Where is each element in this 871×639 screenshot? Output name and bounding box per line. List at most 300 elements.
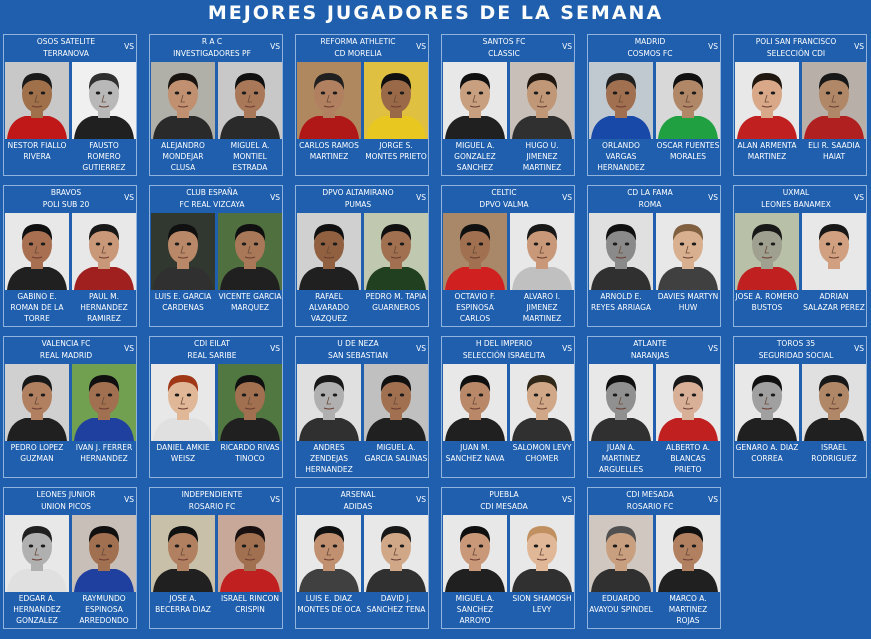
portrait-image [72,213,136,290]
match-header [588,186,720,212]
portrait-image [589,213,653,290]
player-left[interactable] [443,62,507,175]
match-card[interactable] [3,487,137,629]
portrait-image [735,62,799,139]
team-b-name: DPVO VALMA [479,200,529,209]
player-name: EDUARDO AVAYOU SPINDEL [589,594,653,614]
match-header [296,337,428,363]
player-name: LUIS E. DIAZ MONTES DE OCA [297,594,361,614]
portrait-image [151,62,215,139]
team-b-name: SELECCIÓN ISRAELITA [462,351,546,360]
match-header [150,186,282,212]
player-name: ISRAEL RODRIGUEZ [811,443,857,463]
player-name: EDGAR A. HERNANDEZ GONZALEZ [13,594,61,625]
player-name: RAFAEL ALVARADO VAZQUEZ [309,292,349,323]
player-name: MARCO A. MARTINEZ ROJAS [668,594,708,625]
player-left[interactable] [5,62,69,175]
vs-label: VS [270,193,280,202]
player-right[interactable] [72,364,136,477]
vs-label: VS [124,495,134,504]
player-name: ADRIAN SALAZAR PEREZ [803,292,865,312]
portrait-image [297,62,361,139]
team-b-name: ADIDAS [343,502,373,511]
portrait-image [72,364,136,441]
portrait-image [443,213,507,290]
team-b-name: POLI SUB 20 [42,200,90,209]
team-a-name: SANTOS FC [482,37,526,46]
match-card[interactable] [733,336,867,478]
player-left[interactable] [297,213,361,326]
team-b-name: COSMOS FC [627,49,673,58]
player-right[interactable] [364,515,428,628]
portrait-image [364,515,428,592]
match-card[interactable] [587,34,721,176]
player-photo [72,213,136,290]
team-b-name: INVESTIGADORES PF [173,49,251,58]
player-photo [5,515,69,592]
portrait-image [510,62,574,139]
match-card[interactable] [733,34,867,176]
team-a-name: ARSENAL [340,490,376,499]
player-photo [151,62,215,139]
player-left[interactable] [735,213,799,326]
player-photo [151,515,215,592]
player-left[interactable] [5,213,69,326]
team-a-name: CDI MESADA [626,490,674,499]
match-card[interactable] [149,487,283,629]
team-b-name: ROSARIO FC [626,502,674,511]
player-right[interactable] [364,62,428,175]
player-right[interactable] [72,515,136,628]
player-left[interactable] [735,62,799,175]
player-name: NESTOR FIALLO RIVERA [7,141,67,161]
portrait-image [72,62,136,139]
vs-label: VS [270,42,280,51]
vs-label: VS [708,495,718,504]
player-photo [364,62,428,139]
player-name: DAVIES MARTYN HUW [657,292,719,312]
player-name: RICARDO RIVAS TINOCO [220,443,280,463]
portrait-image [656,213,720,290]
match-header [442,337,574,363]
portrait-image [364,364,428,441]
portrait-image [5,364,69,441]
team-b-name: CD MORELIA [334,49,382,58]
vs-label: VS [416,42,426,51]
match-header [296,186,428,212]
player-photo [218,213,282,290]
vs-label: VS [854,344,864,353]
player-name: CARLOS RAMOS MARTINEZ [299,141,359,161]
player-name: VICENTE GARCIA MARQUEZ [218,292,282,312]
player-right[interactable] [72,213,136,326]
player-left[interactable] [5,364,69,477]
vs-label: VS [124,193,134,202]
player-photo [443,515,507,592]
match-header [734,186,866,212]
match-card[interactable] [441,487,575,629]
player-right[interactable] [510,364,574,477]
player-name: ARNOLD E. REYES ARRIAGA [590,292,652,312]
player-left[interactable] [151,515,215,628]
player-photo [364,515,428,592]
team-a-name: MADRID [634,37,666,46]
player-right[interactable] [364,213,428,326]
match-card[interactable] [587,336,721,478]
match-card[interactable] [441,185,575,327]
match-card[interactable] [295,34,429,176]
team-a-name: CELTIC [491,188,517,197]
match-card[interactable] [441,336,575,478]
player-name: OSCAR FUENTES MORALES [656,141,720,161]
player-left[interactable] [443,213,507,326]
player-photo [656,213,720,290]
player-left[interactable] [151,213,215,326]
team-b-name: LEONES BANAMEX [761,200,831,209]
player-name: GABINO E. ROMAN DE LA TORRE [10,292,64,323]
match-card[interactable] [149,336,283,478]
match-card[interactable] [441,34,575,176]
match-header [4,337,136,363]
player-left[interactable] [589,364,653,477]
portrait-image [589,62,653,139]
portrait-image [802,364,866,441]
match-card[interactable] [3,185,137,327]
vs-label: VS [562,344,572,353]
portrait-image [589,364,653,441]
player-photo [510,213,574,290]
portrait-image [5,62,69,139]
player-photo [656,364,720,441]
player-name: ALAN ARMENTA MARTINEZ [737,141,797,161]
portrait-image [735,213,799,290]
match-header [442,35,574,61]
match-header [442,488,574,514]
player-photo [802,213,866,290]
player-name: IVAN J. FERRER HERNANDEZ [75,443,133,463]
player-name: DAVID J. SANCHEZ TENA [366,594,426,614]
player-right[interactable] [364,364,428,477]
player-left[interactable] [589,515,653,628]
team-a-name: INDEPENDIENTE [181,490,243,499]
player-photo [735,213,799,290]
vs-label: VS [124,344,134,353]
match-header [150,488,282,514]
vs-label: VS [562,495,572,504]
portrait-image [510,364,574,441]
team-a-name: POLI SAN FRANCISCO [755,37,837,46]
team-b-name: ROSARIO FC [188,502,236,511]
portrait-image [510,515,574,592]
vs-label: VS [854,42,864,51]
portrait-image [297,213,361,290]
match-card[interactable] [587,185,721,327]
match-card[interactable] [733,185,867,327]
player-name: ELI R. SAADIA HAIAT [808,141,860,161]
player-photo [364,364,428,441]
team-b-name: CLASSIC [488,49,520,58]
player-name: ISRAEL RINCON CRISPIN [220,594,280,614]
player-right[interactable] [802,364,866,477]
vs-label: VS [708,344,718,353]
player-photo [589,515,653,592]
match-card[interactable] [3,336,137,478]
portrait-image [735,364,799,441]
team-b-name: REAL MADRID [39,351,93,360]
player-photo [443,213,507,290]
player-left[interactable] [443,364,507,477]
player-photo [218,364,282,441]
match-card[interactable] [149,34,283,176]
player-photo [72,62,136,139]
match-header [150,337,282,363]
match-header [4,488,136,514]
player-photo [510,62,574,139]
player-name: JORGE S. MONTES PRIETO [365,141,427,161]
player-photo [5,364,69,441]
team-b-name: CDI MESADA [480,502,528,511]
team-b-name: TERRANOVA [43,49,89,58]
player-left[interactable] [443,515,507,628]
match-header [588,35,720,61]
match-header [734,35,866,61]
player-photo [735,364,799,441]
player-name: OCTAVIO F. ESPINOSA CARLOS [454,292,496,323]
player-name: LUIS E. GARCIA CARDENAS [154,292,212,312]
portrait-image [5,515,69,592]
match-card[interactable] [295,336,429,478]
player-photo [656,515,720,592]
team-a-name: CDI EILAT [193,339,231,348]
player-name: HUGO U. JIMENEZ MARTINEZ [522,141,562,172]
match-header [734,337,866,363]
portrait-image [218,515,282,592]
player-right[interactable] [510,515,574,628]
player-name: ANDRES ZENDEJAS HERNANDEZ [305,443,353,474]
team-a-name: CLUB ESPAÑA [186,188,238,197]
player-photo [589,364,653,441]
portrait-image [802,62,866,139]
vs-label: VS [708,42,718,51]
team-b-name: ROMA [638,200,662,209]
team-a-name: CD LA FAMA [627,188,673,197]
player-name: MIGUEL A. GARCIA SALINAS [364,443,428,463]
portrait-image [443,364,507,441]
portrait-image [443,62,507,139]
team-a-name: R A C [201,37,223,46]
portrait-image [656,364,720,441]
player-photo [510,515,574,592]
team-a-name: LEONES JUNIOR [36,490,96,499]
player-right[interactable] [510,62,574,175]
player-right[interactable] [218,364,282,477]
player-name: PAUL M. HERNANDEZ RAMIREZ [80,292,128,323]
player-photo [297,364,361,441]
player-photo [297,62,361,139]
player-photo [364,213,428,290]
player-left[interactable] [735,364,799,477]
player-right[interactable] [656,62,720,175]
portrait-image [218,62,282,139]
player-photo [443,364,507,441]
player-name: DANIEL AMKIE WEISZ [156,443,210,463]
player-left[interactable] [589,213,653,326]
team-a-name: ATLANTE [633,339,667,348]
player-photo [735,62,799,139]
player-photo [218,62,282,139]
portrait-image [297,515,361,592]
match-header [296,488,428,514]
portrait-image [443,515,507,592]
player-left[interactable] [297,364,361,477]
player-photo [443,62,507,139]
vs-label: VS [416,344,426,353]
portrait-image [151,364,215,441]
team-a-name: TOROS 35 [776,339,816,348]
match-header [4,35,136,61]
player-name: FAUSTO ROMERO GUTIERREZ [82,141,126,172]
match-header [4,186,136,212]
vs-label: VS [562,42,572,51]
player-photo [72,364,136,441]
player-photo [297,515,361,592]
player-name: SION SHAMOSH LEVY [512,594,572,614]
player-right[interactable] [72,62,136,175]
player-name: GENARO A. DIAZ CORREA [735,443,799,463]
team-a-name: BRAVOS [50,188,82,197]
player-name: RAYMUNDO ESPINOSA ARREDONDO [79,594,129,625]
player-photo [802,62,866,139]
team-a-name: DPVO ALTAMIRANO [322,188,394,197]
player-left[interactable] [297,62,361,175]
player-photo [72,515,136,592]
player-name: JOSE A. BECERRA DIAZ [155,594,211,614]
player-name: JUAN M. SANCHEZ NAVA [445,443,505,463]
player-photo [656,62,720,139]
portrait-image [589,515,653,592]
player-photo [510,364,574,441]
player-right[interactable] [802,213,866,326]
vs-label: VS [270,344,280,353]
team-a-name: VALENCIA FC [41,339,91,348]
player-name: SALOMON LEVY CHOMER [512,443,572,463]
player-photo [5,62,69,139]
player-photo [5,213,69,290]
player-name: PEDRO M. TAPIA GUARNEROS [365,292,427,312]
player-right[interactable] [656,364,720,477]
portrait-image [510,213,574,290]
match-card[interactable] [587,487,721,629]
vs-label: VS [124,42,134,51]
player-left[interactable] [151,364,215,477]
player-right[interactable] [656,213,720,326]
match-header [588,488,720,514]
vs-label: VS [854,193,864,202]
player-right[interactable] [802,62,866,175]
team-a-name: UXMAL [782,188,810,197]
match-card[interactable] [295,487,429,629]
player-left[interactable] [589,62,653,175]
player-name: ALVARO I. JIMENEZ MARTINEZ [522,292,562,323]
portrait-image [297,364,361,441]
player-name: MIGUEL A. SANCHEZ ARROYO [455,594,495,625]
player-right[interactable] [218,515,282,628]
team-b-name: UNION PICOS [41,502,91,511]
portrait-image [218,364,282,441]
match-card[interactable] [3,34,137,176]
vs-label: VS [708,193,718,202]
player-left[interactable] [297,515,361,628]
portrait-image [218,213,282,290]
player-name: ORLANDO VARGAS HERNANDEZ [597,141,645,172]
player-name: ALEJANDRO MONDEJAR CLUSA [161,141,205,172]
team-b-name: PUMAS [344,200,372,209]
portrait-image [656,515,720,592]
player-photo [589,62,653,139]
player-right[interactable] [218,213,282,326]
page-title: MEJORES JUGADORES DE LA SEMANA [207,2,664,24]
player-photo [802,364,866,441]
portrait-image [364,213,428,290]
vs-label: VS [270,495,280,504]
portrait-image [656,62,720,139]
match-card[interactable] [295,185,429,327]
match-header [442,186,574,212]
vs-label: VS [416,495,426,504]
portrait-image [72,515,136,592]
portrait-image [364,62,428,139]
team-a-name: REFORMA ATHLETIC [320,37,396,46]
player-photo [218,515,282,592]
team-a-name: U DE NEZA [337,339,379,348]
player-name: MIGUEL A. MONTIEL ESTRADA [230,141,270,172]
match-header [150,35,282,61]
team-a-name: H DEL IMPERIO [475,339,533,348]
vs-label: VS [562,193,572,202]
team-b-name: NARANJAS [630,351,670,360]
player-right[interactable] [656,515,720,628]
player-name: PEDRO LOPEZ GUZMAN [10,443,64,463]
player-right[interactable] [218,62,282,175]
team-b-name: SELECCIÓN CDI [766,49,826,58]
portrait-image [151,515,215,592]
player-photo [589,213,653,290]
vs-label: VS [416,193,426,202]
player-photo [151,213,215,290]
player-photo [151,364,215,441]
player-photo [297,213,361,290]
player-left[interactable] [151,62,215,175]
portrait-image [802,213,866,290]
portrait-image [151,213,215,290]
match-header [296,35,428,61]
team-b-name: SEGURIDAD SOCIAL [758,351,834,360]
team-b-name: SAN SEBASTIAN [327,351,389,360]
player-name: JUAN A. MARTINEZ ARGUELLES [598,443,644,474]
team-b-name: FC REAL VIZCAYA [179,200,245,209]
match-header [588,337,720,363]
player-name: ALBERTO A. BLANCAS PRIETO [665,443,711,474]
player-name: JOSE A. ROMERO BUSTOS [735,292,799,312]
team-b-name: REAL SARIBE [187,351,237,360]
player-right[interactable] [510,213,574,326]
portrait-image [5,213,69,290]
player-left[interactable] [5,515,69,628]
team-a-name: PUEBLA [489,490,519,499]
player-name: MIGUEL A. GONZALEZ SANCHEZ [454,141,496,172]
team-a-name: OSOS SATELITE [36,37,96,46]
match-card[interactable] [149,185,283,327]
